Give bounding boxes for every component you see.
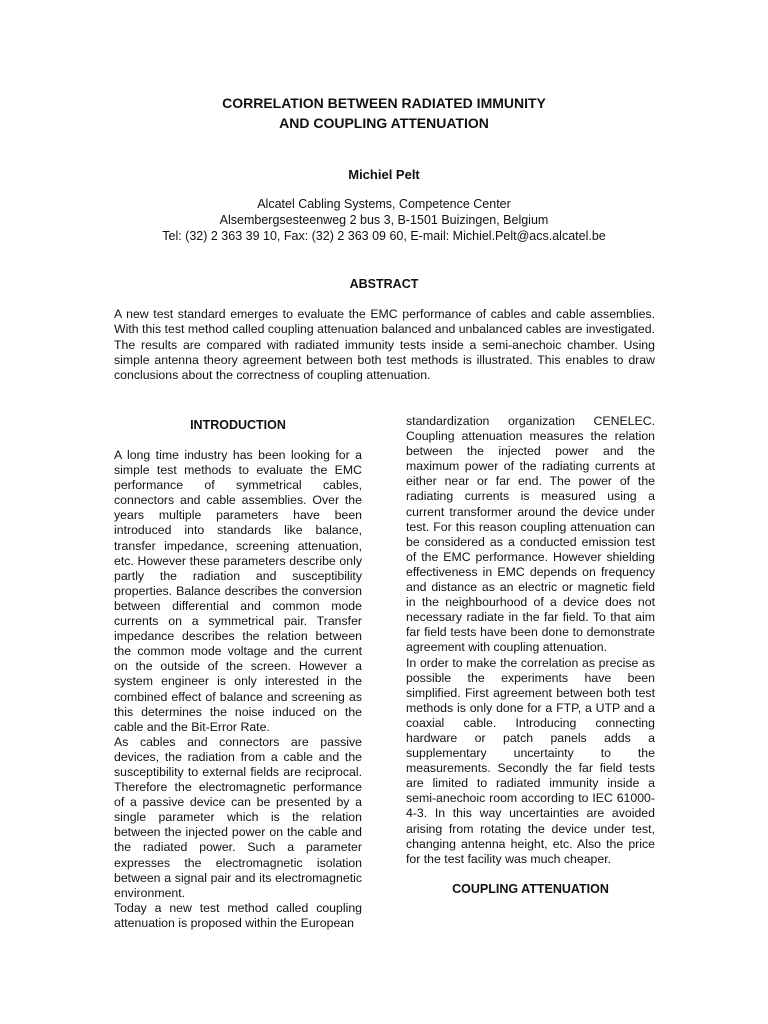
right-column — [406, 414, 655, 912]
paper-title — [0, 93, 768, 133]
body-paragraph: Today a new test method called coupling attenuation is proposed within the European — [114, 900, 362, 930]
body-paragraph: A long time industry has been looking for a simple test methods to evaluate the EMC performance of symmetrical cables, connectors and cable assemblies. Over the years multiple parameters have been introduced into standards like balance, transfer impedance, screening attenuation, etc. However these parameters describe only partly the radiation and susceptibility properties. Balance describes the conversion between differential and common mode currents on a symmetrical pair. Transfer impedance describes the relation between the common mode voltage and the current on the outside of the screen. However a system engineer is only interested in the combined effect of balance and screening as this determines the noise induced on the cable and the Bit-Error Rate. — [114, 448, 362, 734]
author-name: Michiel Pelt — [348, 167, 420, 182]
body-paragraph: In order to make the correlation as precise as possible the experiments have been simplified. First agreement between both test methods is only done for a FTP, a UTP and a coaxial cable. Introducing connecting hardware or patch panels adds a supplementary uncertainty to the measurements. Secondly the far field tests are limited to radiated immunity inside a semi-anechoic room according to IEC 61000-4-3. In this way uncertainties are avoided arising from rotating the device under test, changing antenna height, etc. Also the price for the test facility was much cheaper. — [406, 655, 655, 866]
affiliation-line: Alcatel Cabling Systems, Competence Center — [257, 197, 511, 211]
author-affiliation — [0, 196, 768, 244]
coupling-attenuation-heading: COUPLING ATTENUATION — [452, 881, 609, 896]
introduction-heading: INTRODUCTION — [190, 418, 286, 432]
abstract-text: A new test standard emerges to evaluate the EMC performance of cables and cable assemblies. With this test method called coupling attenuation balanced and unbalanced cables are investigated. The results are compared with radiated immunity tests inside a semi-anechoic chamber. Using simple antenna theory agreement between both test methods is illustrated. This enables to draw conclusions about the correctness of coupling attenuation. — [114, 307, 655, 383]
affiliation-line: Alsembergsesteenweg 2 bus 3, B-1501 Buizingen, Belgium — [219, 213, 549, 227]
body-paragraph: As cables and connectors are passive devices, the radiation from a cable and the susceptibility to external fields are reciprocal. Therefore the electromagnetic performance of a passive device can be presented by a single parameter which is the relation between the injected power on the cable and the radiated power. Such a parameter expresses the electromagnetic isolation between a signal pair and its electromagnetic environment. — [114, 734, 362, 900]
title-line-2: AND COUPLING ATTENUATION — [279, 115, 489, 131]
body-paragraph: standardization organization CENELEC. Coupling attenuation measures the relation between the injected power and the maximum power of the radiating currents at either near or far end. The power of the radiating currents is measured using a current transformer around the device under test. For this reason coupling attenuation can be considered as a conducted emission test of the EMC performance. However shielding effectiveness in EMC depends on frequency and distance as an electric or magnetic field in the neighbourhood of a device does not necessary radiate in the far field. To that aim far field tests have been done to demonstrate agreement with coupling attenuation. — [406, 414, 655, 655]
affiliation-line: Tel: (32) 2 363 39 10, Fax: (32) 2 363 09 60, E-mail: Michiel.Pelt@acs.alcatel.be — [162, 229, 606, 243]
left-column — [114, 414, 362, 931]
title-line-1: CORRELATION BETWEEN RADIATED IMMUNITY — [222, 95, 546, 111]
abstract-heading: ABSTRACT — [349, 277, 419, 291]
